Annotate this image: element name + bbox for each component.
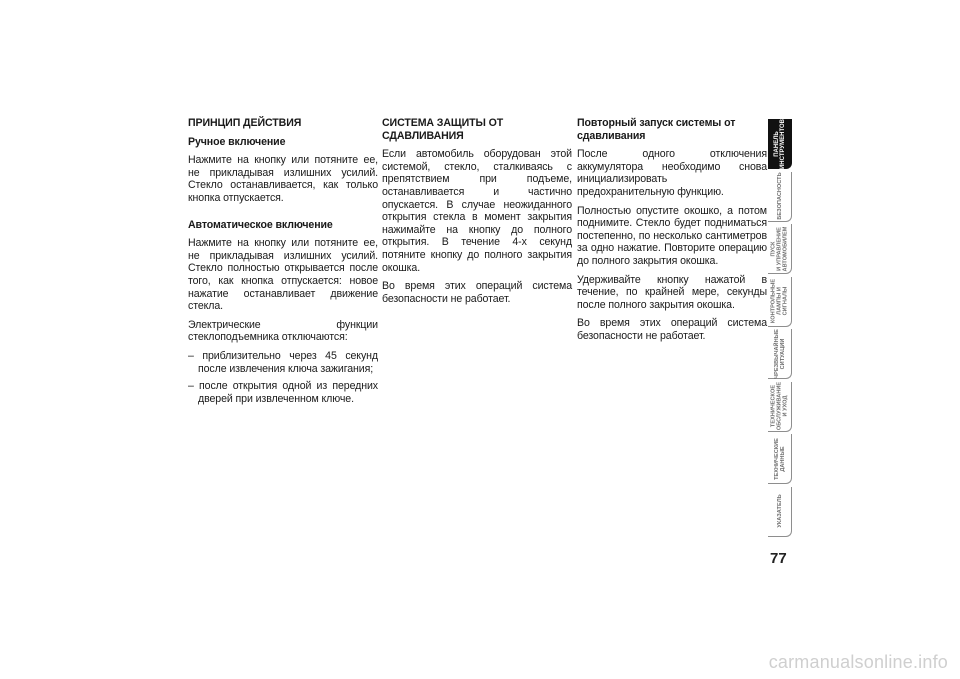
heading-operating-principle: ПРИНЦИП ДЕЙСТВИЯ <box>188 117 302 129</box>
paragraph-restart-4: Во время этих операций система безопасности не работает. <box>577 317 767 342</box>
tab-index[interactable] <box>768 487 792 537</box>
paragraph-anti-pinch-1: Если автомобиль оборудован этой системой, стекло, сталкиваясь с препятствием при подъеме, останавливается и частично опускается. В случае неожиданного открытия стекла в момент закрытия нажимайте на кнопку до полного открытия. В течение 4-х секунд потяните кнопку до полного закрытия окошка. <box>382 148 572 274</box>
paragraph-manual: Нажмите на кнопку или потяните ее, не прикладывая излишних усилий. Стекло останавливается, как только кнопка отпускается. <box>188 154 378 204</box>
tab-safety[interactable] <box>768 172 792 222</box>
paragraph-restart-3: Удерживайте кнопку нажатой в течение, по крайней мере, секунды после полного закрытия окошка. <box>577 273 767 311</box>
tab-label: КОНТРОЛЬНЫЕ ЛАМПЫ И СИГНАЛЫ <box>770 278 789 324</box>
subheading-automatic: Автоматическое включение <box>188 218 333 231</box>
heading-anti-pinch: СИСТЕМА ЗАЩИТЫ ОТ СДАВЛИВАНИЯ <box>382 117 504 142</box>
heading-system-restart: Повторный запуск системы от сдавливания <box>577 117 736 142</box>
paragraph-automatic: Нажмите на кнопку или потяните ее, не прикладывая излишних усилий. Стекло полностью открывается после того, как кнопка отпускается: новое нажатие останавливает движение стекла. <box>188 237 378 313</box>
list-item: – приблизительно через 45 секунд после извлечения ключа зажигания; <box>188 349 378 375</box>
tab-maintenance[interactable] <box>768 382 792 432</box>
page-number: 77 <box>770 550 787 567</box>
watermark: carmanualsonline.info <box>768 652 948 672</box>
subheading-manual: Ручное включение <box>188 135 286 148</box>
tab-label: БЕЗОПАСНОСТЬ <box>776 172 783 220</box>
column-operating-principle <box>188 117 378 410</box>
tab-label: ПАНЕЛЬ ИНСТРУМЕНТОВ <box>773 118 786 169</box>
list-item: – после открытия одной из передних дверей при извлеченном ключе. <box>188 380 378 405</box>
tab-starting-driving[interactable] <box>768 224 792 274</box>
paragraph-anti-pinch-2: Во время этих операций система безопасности не работает. <box>382 280 572 305</box>
paragraph-restart-2: Полностью опустите окошко, а потом поднимите. Стекло будет подниматься постепенно, по несколько сантиметров за одно нажатие. Повторите операцию до полного закрытия окошка. <box>577 204 767 267</box>
paragraph-electric-functions: Электрические функции стеклоподъемника отключаются: <box>188 318 378 344</box>
section-tabs <box>768 119 792 539</box>
tab-warning-lights[interactable] <box>768 277 792 327</box>
tab-technical-data[interactable] <box>768 434 792 484</box>
tab-label: ТЕХНИЧЕСКИЕ ДАННЫЕ <box>773 437 786 480</box>
tab-label: ТЕХНИЧЕСКОЕ ОБСЛУЖИВАНИЕ И УХОД <box>770 381 789 431</box>
tab-label: УКАЗАТЕЛЬ <box>776 494 783 528</box>
tab-label: ЧРЕЗВЫЧАЙНЫЕ СИТУАЦИИ <box>773 328 786 379</box>
tab-emergency[interactable] <box>768 329 792 379</box>
tab-instrument-panel[interactable] <box>768 119 792 169</box>
paragraph-restart-1: После одного отключения аккумулятора необходимо снова инициализировать предохранительную функцию. <box>577 148 767 198</box>
column-anti-pinch-system <box>382 117 572 311</box>
tab-label: ПУСК И УПРАВЛЕНИЕ АВТОМОБИЛЕМ <box>770 226 789 271</box>
column-system-restart <box>577 117 767 349</box>
